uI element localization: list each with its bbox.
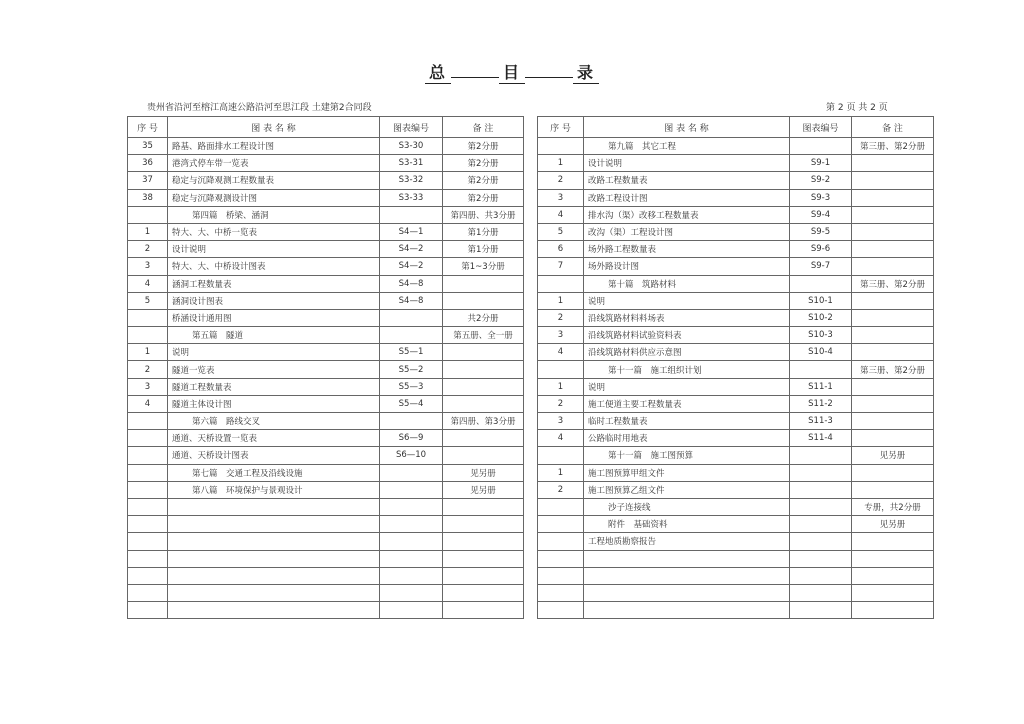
item-note: 第2分册 [443, 189, 524, 206]
item-name: 改路工程设计图 [584, 189, 790, 206]
item-note: 第四册、第3分册 [443, 413, 524, 430]
header-code: 图表编号 [380, 117, 443, 138]
table-row [128, 258, 524, 275]
item-code [380, 533, 443, 550]
row-number: 1 [538, 378, 584, 395]
item-note [443, 498, 524, 515]
item-name: 说明 [584, 378, 790, 395]
item-code: S10-4 [790, 344, 852, 361]
item-code: S9-1 [790, 155, 852, 172]
project-subtitle: 贵州省沿河至榕江高速公路沿河至思江段 土建第2合同段 [147, 103, 372, 113]
item-name: 临时工程数量表 [584, 413, 790, 430]
right-catalog-table [537, 116, 934, 619]
item-name [168, 567, 380, 584]
table-row [538, 378, 934, 395]
item-note: 见另册 [443, 481, 524, 498]
item-name: 隧道工程数量表 [168, 378, 380, 395]
item-note: 见另册 [852, 516, 934, 533]
table-row [538, 258, 934, 275]
item-code: S9-6 [790, 241, 852, 258]
item-note [443, 378, 524, 395]
item-code [790, 275, 852, 292]
item-note: 第四册、共3分册 [443, 206, 524, 223]
table-row [538, 327, 934, 344]
item-note [852, 309, 934, 326]
row-number: 2 [538, 481, 584, 498]
item-code [380, 602, 443, 619]
section-heading: 第五篇 隧道 [168, 327, 380, 344]
row-number [538, 361, 584, 378]
table-row [538, 241, 934, 258]
item-note [443, 344, 524, 361]
item-code [380, 516, 443, 533]
item-name [168, 516, 380, 533]
row-number [538, 567, 584, 584]
item-note [443, 550, 524, 567]
item-code: S9-5 [790, 223, 852, 240]
table-row [538, 533, 934, 550]
row-number: 1 [538, 464, 584, 481]
item-name: 涵洞工程数量表 [168, 275, 380, 292]
item-name: 施工图预算乙组文件 [584, 481, 790, 498]
item-code: S11-1 [790, 378, 852, 395]
item-note [852, 533, 934, 550]
item-note: 见另册 [443, 464, 524, 481]
table-row [128, 602, 524, 619]
header-note: 备 注 [852, 117, 934, 138]
item-code: S4—1 [380, 223, 443, 240]
item-name: 公路临时用地表 [584, 430, 790, 447]
row-number [538, 533, 584, 550]
table-row [128, 309, 524, 326]
table-row [538, 223, 934, 240]
item-note: 第三册、第2分册 [852, 138, 934, 155]
item-note [443, 430, 524, 447]
row-number: 37 [128, 172, 168, 189]
item-note: 第1~3分册 [443, 258, 524, 275]
item-note [443, 275, 524, 292]
table-row [128, 189, 524, 206]
table-row [128, 223, 524, 240]
item-name: 桥涵设计通用图 [168, 309, 380, 326]
item-note [443, 567, 524, 584]
row-number: 3 [128, 258, 168, 275]
item-code: S4—2 [380, 241, 443, 258]
item-note [852, 584, 934, 601]
header-no: 序 号 [128, 117, 168, 138]
item-name [168, 602, 380, 619]
row-number [128, 430, 168, 447]
item-code: S10-2 [790, 309, 852, 326]
row-number: 3 [538, 413, 584, 430]
table-row [538, 275, 934, 292]
item-code [790, 533, 852, 550]
section-heading: 第十篇 筑路材料 [584, 275, 790, 292]
item-name: 沿线筑路材料供应示意图 [584, 344, 790, 361]
item-name [584, 584, 790, 601]
section-heading: 第十一篇 施工组织计划 [584, 361, 790, 378]
table-row [128, 567, 524, 584]
table-row [128, 275, 524, 292]
row-number: 2 [538, 309, 584, 326]
item-note [852, 430, 934, 447]
item-note [443, 395, 524, 412]
table-row [128, 481, 524, 498]
item-name: 施工便道主要工程数量表 [584, 395, 790, 412]
item-note [852, 413, 934, 430]
item-code [380, 498, 443, 515]
row-number: 7 [538, 258, 584, 275]
section-heading: 第六篇 路线交叉 [168, 413, 380, 430]
row-number: 4 [538, 430, 584, 447]
table-row [538, 309, 934, 326]
section-heading: 附件 基础资料 [584, 516, 790, 533]
item-code [790, 138, 852, 155]
row-number [128, 602, 168, 619]
item-name: 场外路工程数量表 [584, 241, 790, 258]
row-number [538, 550, 584, 567]
item-name [168, 533, 380, 550]
item-note: 第2分册 [443, 138, 524, 155]
row-number: 4 [128, 395, 168, 412]
row-number [538, 584, 584, 601]
item-note [443, 584, 524, 601]
page-title [0, 60, 1024, 83]
item-name [168, 550, 380, 567]
item-name [584, 550, 790, 567]
table-row [538, 516, 934, 533]
row-number: 4 [128, 275, 168, 292]
table-row [128, 516, 524, 533]
table-row [128, 395, 524, 412]
row-number: 2 [128, 241, 168, 258]
item-note [852, 241, 934, 258]
item-note [852, 327, 934, 344]
item-name: 说明 [168, 344, 380, 361]
item-name: 场外路设计图 [584, 258, 790, 275]
item-name: 沿线筑路材料料场表 [584, 309, 790, 326]
table-row [128, 413, 524, 430]
section-heading: 沙子连接线 [584, 498, 790, 515]
table-row [538, 138, 934, 155]
row-number: 2 [538, 172, 584, 189]
row-number [128, 533, 168, 550]
section-heading: 第十一篇 施工图预算 [584, 447, 790, 464]
item-code [790, 361, 852, 378]
item-code: S5—2 [380, 361, 443, 378]
table-row [538, 464, 934, 481]
item-code: S3-30 [380, 138, 443, 155]
item-note [852, 550, 934, 567]
section-heading: 第八篇 环境保护与景观设计 [168, 481, 380, 498]
table-row [128, 138, 524, 155]
row-number [128, 481, 168, 498]
item-code: S5—4 [380, 395, 443, 412]
item-name: 特大、大、中桥一览表 [168, 223, 380, 240]
item-name: 说明 [584, 292, 790, 309]
item-note: 见另册 [852, 447, 934, 464]
item-name: 涵洞设计图表 [168, 292, 380, 309]
item-code [790, 550, 852, 567]
table-row [538, 413, 934, 430]
row-number: 3 [128, 378, 168, 395]
row-number: 6 [538, 241, 584, 258]
item-name [168, 584, 380, 601]
table-row [128, 447, 524, 464]
item-note [443, 602, 524, 619]
row-number [128, 206, 168, 223]
item-name [168, 498, 380, 515]
item-name: 隧道一览表 [168, 361, 380, 378]
item-note: 第三册、第2分册 [852, 275, 934, 292]
section-heading: 第七篇 交通工程及沿线设施 [168, 464, 380, 481]
row-number [538, 447, 584, 464]
row-number: 3 [538, 189, 584, 206]
item-name: 沿线筑路材料试验资料表 [584, 327, 790, 344]
table-row [128, 430, 524, 447]
item-name: 设计说明 [168, 241, 380, 258]
row-number: 5 [128, 292, 168, 309]
table-row [538, 292, 934, 309]
row-number [128, 550, 168, 567]
item-code: S4—8 [380, 275, 443, 292]
row-number [128, 327, 168, 344]
row-number: 2 [538, 395, 584, 412]
table-header-row [128, 117, 524, 138]
table-row [538, 584, 934, 601]
row-number: 1 [538, 292, 584, 309]
item-note [852, 155, 934, 172]
table-row [128, 155, 524, 172]
item-name: 特大、大、中桥设计图表 [168, 258, 380, 275]
title-char-1: 总 [425, 63, 451, 84]
item-code: S4—2 [380, 258, 443, 275]
item-code: S3-32 [380, 172, 443, 189]
item-code [380, 327, 443, 344]
title-char-3: 录 [573, 63, 599, 84]
item-note: 第三册、第2分册 [852, 361, 934, 378]
item-code: S5—3 [380, 378, 443, 395]
table-row [538, 550, 934, 567]
item-note [852, 223, 934, 240]
item-note [852, 481, 934, 498]
row-number [128, 447, 168, 464]
item-code [790, 464, 852, 481]
row-number [538, 498, 584, 515]
item-code: S10-1 [790, 292, 852, 309]
item-name: 稳定与沉降观测设计图 [168, 189, 380, 206]
table-row [538, 395, 934, 412]
item-name: 施工图预算甲组文件 [584, 464, 790, 481]
item-name: 通道、天桥设计图表 [168, 447, 380, 464]
item-note [852, 378, 934, 395]
item-name: 路基、路面排水工程设计图 [168, 138, 380, 155]
table-row [128, 550, 524, 567]
row-number [128, 584, 168, 601]
table-row [128, 464, 524, 481]
item-note: 专册，共2分册 [852, 498, 934, 515]
table-row [128, 327, 524, 344]
item-code [790, 584, 852, 601]
table-row [538, 189, 934, 206]
item-code: S4—8 [380, 292, 443, 309]
table-row [128, 361, 524, 378]
table-row [128, 292, 524, 309]
item-code [790, 516, 852, 533]
table-row [128, 172, 524, 189]
item-note [852, 395, 934, 412]
row-number: 3 [538, 327, 584, 344]
row-number [128, 516, 168, 533]
page-info: 第 2 页 共 2 页 [826, 103, 888, 113]
item-note [852, 172, 934, 189]
item-name: 排水沟（渠）改移工程数量表 [584, 206, 790, 223]
item-code [380, 481, 443, 498]
item-note: 第2分册 [443, 172, 524, 189]
item-note [852, 464, 934, 481]
row-number [128, 567, 168, 584]
row-number: 1 [128, 223, 168, 240]
item-code: S10-3 [790, 327, 852, 344]
item-code: S9-7 [790, 258, 852, 275]
row-number [128, 309, 168, 326]
item-name: 改路工程数量表 [584, 172, 790, 189]
table-row [538, 498, 934, 515]
item-name: 设计说明 [584, 155, 790, 172]
table-row [538, 481, 934, 498]
item-code [380, 567, 443, 584]
item-code [380, 464, 443, 481]
item-name: 通道、天桥设置一览表 [168, 430, 380, 447]
row-number [538, 275, 584, 292]
header-code: 图表编号 [790, 117, 852, 138]
row-number: 1 [128, 344, 168, 361]
item-code: S9-2 [790, 172, 852, 189]
item-code: S3-33 [380, 189, 443, 206]
table-row [128, 206, 524, 223]
row-number: 35 [128, 138, 168, 155]
item-code: S9-3 [790, 189, 852, 206]
item-note [443, 533, 524, 550]
left-catalog-table [127, 116, 524, 619]
table-row [538, 206, 934, 223]
row-number: 4 [538, 344, 584, 361]
item-note [443, 292, 524, 309]
item-code [380, 550, 443, 567]
table-row [538, 172, 934, 189]
item-note [443, 447, 524, 464]
item-code [790, 481, 852, 498]
item-code: S9-4 [790, 206, 852, 223]
table-row [538, 344, 934, 361]
table-row [128, 241, 524, 258]
table-row [128, 533, 524, 550]
item-note [852, 292, 934, 309]
item-name: 隧道主体设计图 [168, 395, 380, 412]
item-name: 改沟（渠）工程设计图 [584, 223, 790, 240]
row-number: 38 [128, 189, 168, 206]
item-code [790, 498, 852, 515]
row-number [538, 602, 584, 619]
header-no: 序 号 [538, 117, 584, 138]
item-code: S11-4 [790, 430, 852, 447]
item-note [852, 258, 934, 275]
item-code: S11-3 [790, 413, 852, 430]
item-note: 第1分册 [443, 241, 524, 258]
table-row [538, 602, 934, 619]
table-row [128, 378, 524, 395]
table-row [538, 567, 934, 584]
row-number: 4 [538, 206, 584, 223]
header-name: 图 表 名 称 [584, 117, 790, 138]
item-note [852, 206, 934, 223]
row-number [538, 516, 584, 533]
row-number [128, 464, 168, 481]
item-name: 工程地质勘察报告 [584, 533, 790, 550]
item-code: S5—1 [380, 344, 443, 361]
header-note: 备 注 [443, 117, 524, 138]
table-row [538, 430, 934, 447]
item-note: 第2分册 [443, 155, 524, 172]
item-code [380, 584, 443, 601]
table-row [538, 361, 934, 378]
item-code [790, 447, 852, 464]
item-note: 第五册、全一册 [443, 327, 524, 344]
item-name: 稳定与沉降观测工程数量表 [168, 172, 380, 189]
item-code [790, 602, 852, 619]
row-number: 1 [538, 155, 584, 172]
item-code [380, 413, 443, 430]
item-note [852, 567, 934, 584]
row-number: 5 [538, 223, 584, 240]
table-row [128, 584, 524, 601]
item-name: 港湾式停车带一览表 [168, 155, 380, 172]
row-number [538, 138, 584, 155]
header-name: 图 表 名 称 [168, 117, 380, 138]
section-heading: 第九篇 其它工程 [584, 138, 790, 155]
item-name [584, 602, 790, 619]
item-code: S3-31 [380, 155, 443, 172]
item-code [380, 309, 443, 326]
title-char-2: 目 [499, 63, 525, 84]
item-note [852, 344, 934, 361]
item-note [443, 516, 524, 533]
item-code: S6—10 [380, 447, 443, 464]
table-row [538, 447, 934, 464]
item-note [852, 189, 934, 206]
table-header-row [538, 117, 934, 138]
section-heading: 第四篇 桥梁、涵洞 [168, 206, 380, 223]
item-name [584, 567, 790, 584]
row-number [128, 498, 168, 515]
table-row [128, 344, 524, 361]
item-code: S6—9 [380, 430, 443, 447]
table-row [538, 155, 934, 172]
row-number [128, 413, 168, 430]
item-note: 共2分册 [443, 309, 524, 326]
item-note [443, 361, 524, 378]
item-code [790, 567, 852, 584]
table-row [128, 498, 524, 515]
row-number: 2 [128, 361, 168, 378]
item-note: 第1分册 [443, 223, 524, 240]
row-number: 36 [128, 155, 168, 172]
item-code [380, 206, 443, 223]
item-code: S11-2 [790, 395, 852, 412]
item-note [852, 602, 934, 619]
